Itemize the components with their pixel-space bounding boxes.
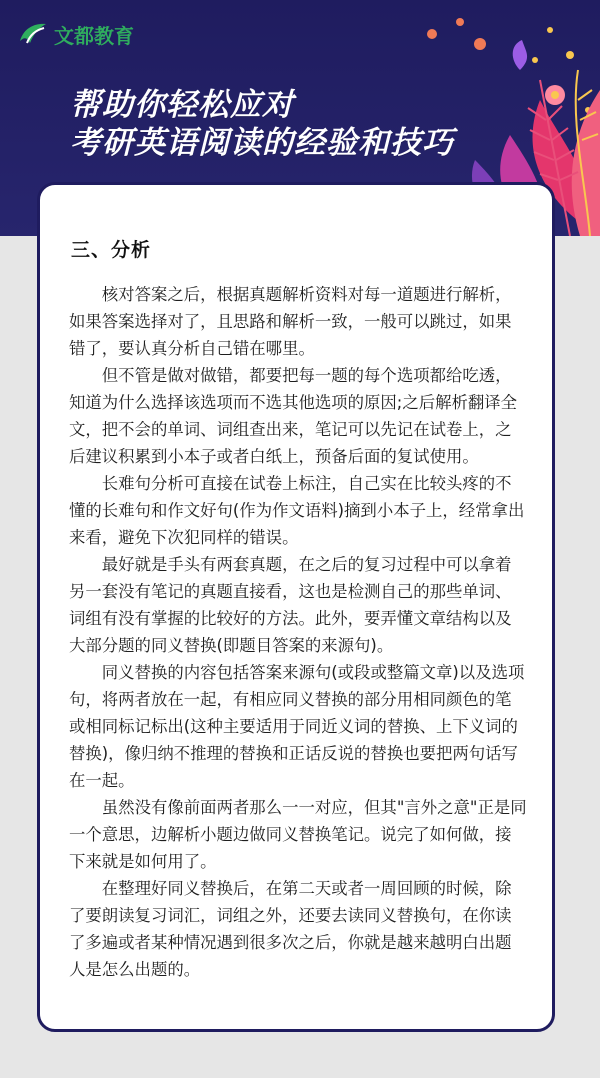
section-heading: 三、分析	[71, 239, 152, 261]
title-line-1: 帮助你轻松应对	[70, 87, 294, 123]
title-line-2: 考研英语阅读的经验和技巧	[70, 125, 454, 161]
brand-name: 文都教育	[54, 23, 134, 48]
article-body	[69, 281, 527, 983]
paragraph-3: 长难句分析可直接在试卷上标注，自己实在比较头疼的不懂的长难句和作文好句(作为作文语料)摘到小本子上，经常拿出来看，避免下次犯同样的错误。	[69, 474, 525, 547]
brand-logo[interactable]	[18, 20, 134, 48]
paragraph-2: 但不管是做对做错，都要把每一题的每个选项都给吃透，知道为什么选择该选项而不选其他选项的原因;之后解析翻译全文，把不会的单词、词组查出来，笔记可以先记在试卷上，之后建议积累到小本子或者白纸上，预备后面的复试使用。	[69, 366, 518, 466]
leaf-logo-icon	[18, 21, 48, 47]
content-card	[37, 182, 555, 1032]
paragraph-4: 最好就是手头有两套真题，在之后的复习过程中可以拿着另一套没有笔记的真题直接看，这也是检测自己的那些单词、词组有没有掌握的比较好的方法。此外，要弄懂文章结构以及大部分题的同义替换(即题目答案的来源句)。	[69, 555, 512, 655]
paragraph-6: 虽然没有像前面两者那么一一对应，但其"言外之意"正是同一个意思，边解析小题边做同义替换笔记。说完了如何做，接下来就是如何用了。	[69, 798, 527, 871]
paragraph-7: 在整理好同义替换后，在第二天或者一周回顾的时候，除了要朗读复习词汇，词组之外，还要去读同义替换句，在你读了多遍或者某种情况遇到很多次之后，你就是越来越明白出题人是怎么出题的。	[69, 879, 512, 979]
paragraph-1: 核对答案之后，根据真题解析资料对每一道题进行解析，如果答案选择对了，且思路和解析一致，一般可以跳过，如果错了，要认真分析自己错在哪里。	[69, 285, 512, 358]
paragraph-5: 同义替换的内容包括答案来源句(或段或整篇文章)以及选项句，将两者放在一起，有相应同义替换的部分用相同颜色的笔或相同标记标出(这种主要适用于同近义词的替换、上下义词的替换)，像归纳不推理的替换和正话反说的替换也要把两句话写在一起。	[69, 663, 525, 790]
